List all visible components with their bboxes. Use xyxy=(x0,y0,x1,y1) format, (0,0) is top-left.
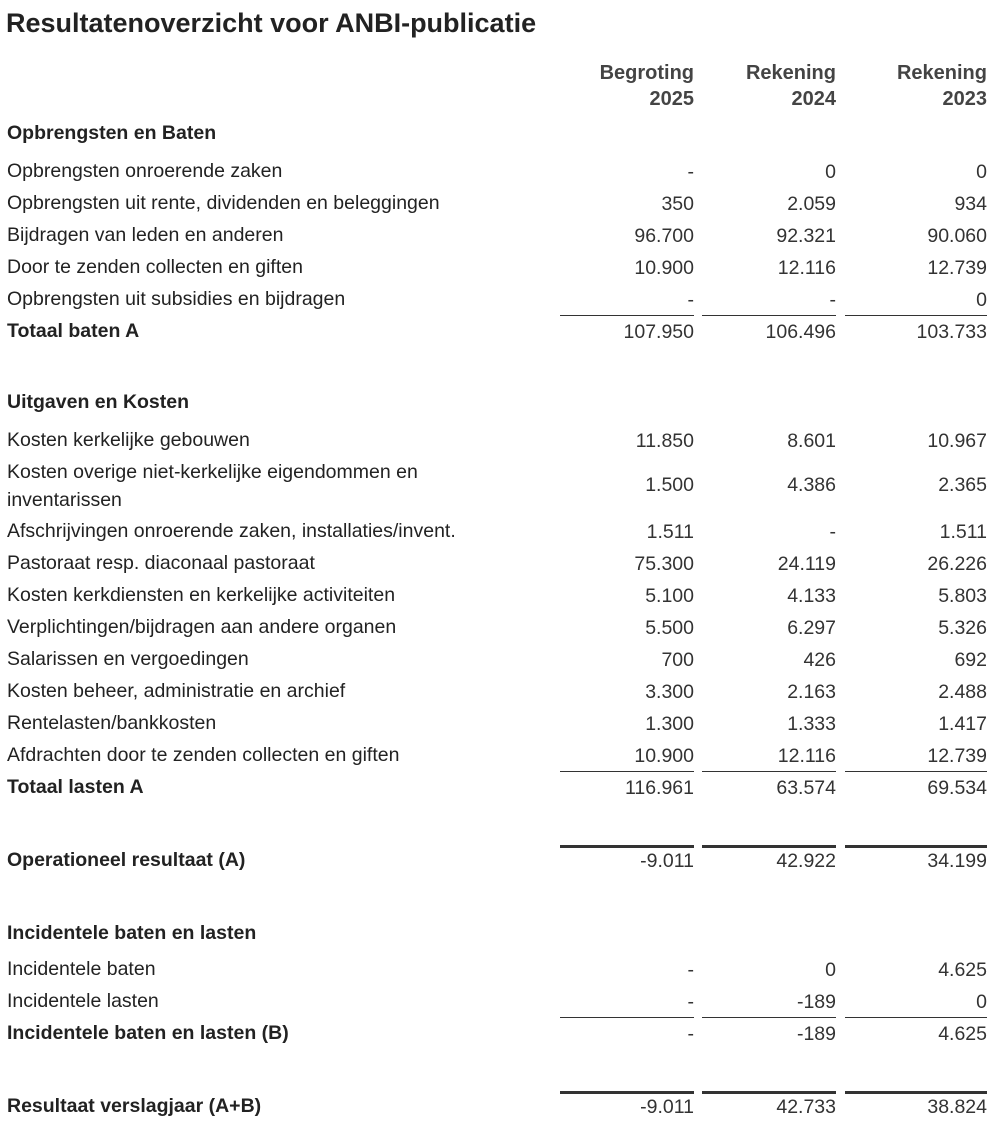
cell-value: 1.511 xyxy=(646,521,694,543)
cell-value: 5.100 xyxy=(645,585,694,607)
cell-value: 92.321 xyxy=(776,225,836,247)
cell-value: 5.326 xyxy=(938,617,987,639)
cell-value: - xyxy=(687,959,694,981)
cell-value: 1.417 xyxy=(938,713,987,735)
row-label: Bijdragen van leden en anderen xyxy=(7,224,284,246)
row-label: Incidentele baten xyxy=(7,958,156,980)
cell-value: 106.496 xyxy=(765,321,836,343)
cell-value: 6.297 xyxy=(787,617,836,639)
row-label: Resultaat verslagjaar (A+B) xyxy=(7,1095,262,1117)
sum-rule xyxy=(560,771,694,772)
row-label: Incidentele baten en lasten (B) xyxy=(7,1022,289,1044)
row-label: Opbrengsten en Baten xyxy=(7,122,217,144)
row-label: Door te zenden collecten en giften xyxy=(7,256,303,278)
cell-value: 116.961 xyxy=(624,777,694,799)
cell-value: 75.300 xyxy=(634,553,694,575)
cell-value: -9.011 xyxy=(640,850,694,872)
row-label: Incidentele baten en lasten xyxy=(7,922,257,944)
row-label: Opbrengsten uit rente, dividenden en beleggingen xyxy=(7,192,440,214)
cell-value: -9.011 xyxy=(640,1096,694,1118)
row-label: Totaal baten A xyxy=(7,320,140,342)
cell-value: 0 xyxy=(825,161,836,183)
sum-rule xyxy=(702,771,836,772)
cell-value: 4.386 xyxy=(787,474,836,496)
cell-value: 0 xyxy=(976,991,987,1013)
cell-value: 0 xyxy=(825,959,836,981)
cell-value: 4.625 xyxy=(938,959,987,981)
double-rule xyxy=(702,845,836,848)
double-rule xyxy=(845,1091,987,1094)
row-label: Kosten kerkdiensten en kerkelijke activiteiten xyxy=(7,584,396,606)
cell-value: 5.803 xyxy=(938,585,987,607)
cell-value: 24.119 xyxy=(777,553,836,575)
cell-value: 42.922 xyxy=(776,850,836,872)
cell-value: 90.060 xyxy=(927,225,987,247)
cell-value: 2.059 xyxy=(787,193,836,215)
double-rule xyxy=(560,845,694,848)
row-label: Rentelasten/bankkosten xyxy=(7,712,217,734)
cell-value: 1.500 xyxy=(645,474,694,496)
page-title: Resultatenoverzicht voor ANBI-publicatie xyxy=(6,8,537,38)
column-header-line1: Rekening xyxy=(896,62,987,84)
cell-value: 5.500 xyxy=(645,617,694,639)
row-label: Verplichtingen/bijdragen aan andere organen xyxy=(7,616,397,638)
cell-value: 1.511 xyxy=(939,521,987,543)
cell-value: - xyxy=(687,289,694,311)
row-label: Salarissen en vergoedingen xyxy=(7,648,249,670)
cell-value: 3.300 xyxy=(645,681,694,703)
sum-rule xyxy=(845,1017,987,1018)
row-label: Afschrijvingen onroerende zaken, installaties/invent. xyxy=(7,520,456,542)
row-label: Totaal lasten A xyxy=(7,776,144,798)
cell-value: - xyxy=(829,289,836,311)
cell-value: - xyxy=(687,161,694,183)
row-label: Incidentele lasten xyxy=(7,990,159,1012)
cell-value: 10.967 xyxy=(927,430,987,452)
row-label: Kosten kerkelijke gebouwen xyxy=(7,429,250,451)
cell-value: 8.601 xyxy=(787,430,836,452)
sum-rule xyxy=(560,1017,694,1018)
column-header-line1: Begroting xyxy=(599,62,694,84)
cell-value: 12.739 xyxy=(927,745,987,767)
cell-value: 26.226 xyxy=(927,553,987,575)
cell-value: 10.900 xyxy=(634,257,694,279)
cell-value: 1.333 xyxy=(787,713,836,735)
column-header-line2: 2023 xyxy=(942,88,987,110)
sum-rule xyxy=(702,315,836,316)
row-label: Kosten beheer, administratie en archief xyxy=(7,680,346,702)
cell-value: 42.733 xyxy=(776,1096,836,1118)
double-rule xyxy=(702,1091,836,1094)
cell-value: 12.116 xyxy=(777,745,836,767)
cell-value: - xyxy=(687,991,694,1013)
cell-value: 350 xyxy=(661,193,694,215)
cell-value: 63.574 xyxy=(776,777,836,799)
cell-value: 69.534 xyxy=(927,777,987,799)
cell-value: 12.739 xyxy=(927,257,987,279)
row-label: Opbrengsten onroerende zaken xyxy=(7,160,283,182)
sum-rule xyxy=(560,315,694,316)
column-header-line2: 2025 xyxy=(649,88,694,110)
cell-value: 692 xyxy=(954,649,987,671)
row-label: Uitgaven en Kosten xyxy=(7,391,190,413)
row-label: Operationeel resultaat (A) xyxy=(7,849,246,871)
cell-value: 2.365 xyxy=(938,474,987,496)
cell-value: 0 xyxy=(976,161,987,183)
cell-value: 96.700 xyxy=(634,225,694,247)
cell-value: 2.163 xyxy=(787,681,836,703)
column-header-line1: Rekening xyxy=(745,62,836,84)
cell-value: 34.199 xyxy=(927,850,987,872)
row-label: Kosten overige niet-kerkelijke eigendommen en inventarissen xyxy=(7,461,418,511)
cell-value: 1.300 xyxy=(645,713,694,735)
double-rule xyxy=(845,845,987,848)
row-label: Pastoraat resp. diaconaal pastoraat xyxy=(7,552,315,574)
row-label: Afdrachten door te zenden collecten en giften xyxy=(7,744,400,766)
cell-value: -189 xyxy=(796,1023,836,1045)
cell-value: - xyxy=(687,1023,694,1045)
cell-value: 107.950 xyxy=(623,321,694,343)
row-label: Opbrengsten uit subsidies en bijdragen xyxy=(7,288,346,310)
cell-value: 934 xyxy=(954,193,987,215)
cell-value: 0 xyxy=(976,289,987,311)
cell-value: - xyxy=(829,521,836,543)
cell-value: 4.625 xyxy=(938,1023,987,1045)
cell-value: 4.133 xyxy=(787,585,836,607)
cell-value: 11.850 xyxy=(635,430,694,452)
cell-value: 103.733 xyxy=(916,321,987,343)
cell-value: 700 xyxy=(661,649,694,671)
column-header-line2: 2024 xyxy=(791,88,836,110)
cell-value: 10.900 xyxy=(634,745,694,767)
double-rule xyxy=(560,1091,694,1094)
cell-value: 38.824 xyxy=(927,1096,987,1118)
cell-value: 12.116 xyxy=(777,257,836,279)
cell-value: 426 xyxy=(803,649,836,671)
sum-rule xyxy=(702,1017,836,1018)
cell-value: -189 xyxy=(796,991,836,1013)
sum-rule xyxy=(845,771,987,772)
cell-value: 2.488 xyxy=(938,681,987,703)
sum-rule xyxy=(845,315,987,316)
